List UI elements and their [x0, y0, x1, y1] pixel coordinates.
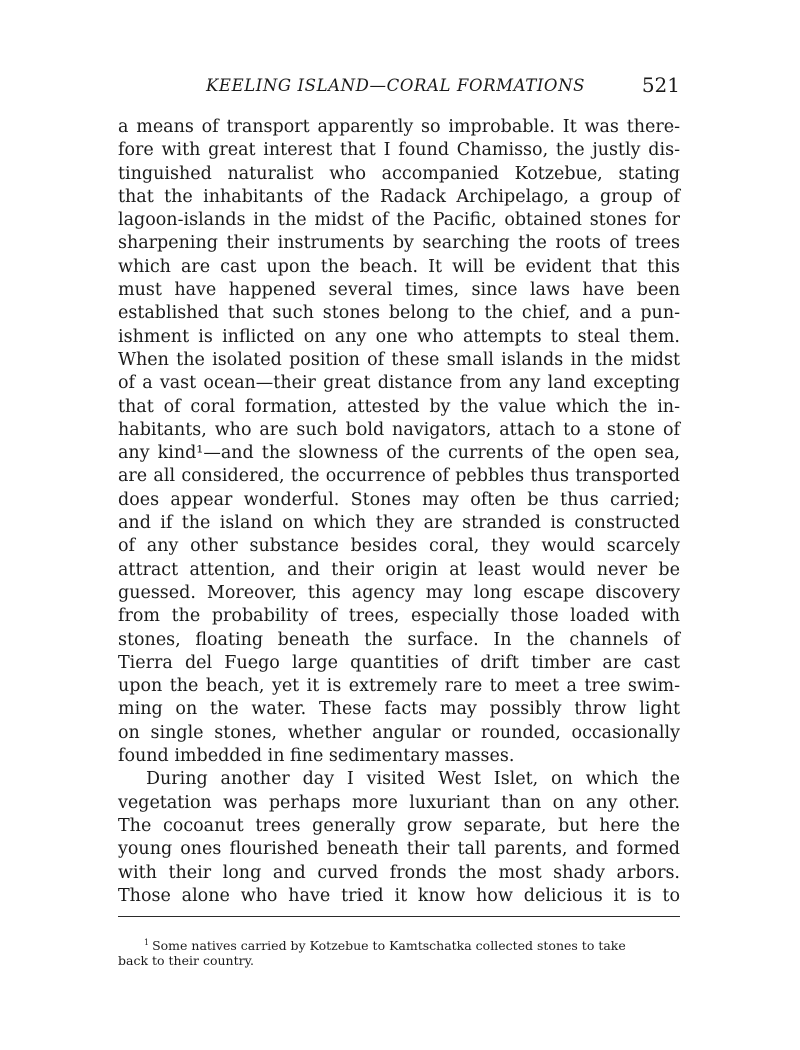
page-number: 521 — [641, 73, 680, 97]
footnote-line: back to their country. — [118, 953, 254, 968]
body-text — [118, 116, 680, 908]
text-line: from the probability of trees, especially those loaded with — [118, 606, 680, 627]
footnote-marker: 1 — [144, 938, 150, 947]
footnote-text: Some natives carried by Kotzebue to Kamtschatka collected stones to take — [152, 938, 626, 954]
text-line: ming on the water. These facts may possibly throw light — [118, 699, 680, 720]
text-line: guessed. Moreover, this agency may long escape discovery — [118, 582, 680, 603]
text-line: of any other substance besides coral, they would scarcely — [118, 536, 680, 557]
text-line: does appear wonderful. Stones may often be thus carried; — [118, 489, 680, 510]
text-line: found imbedded in fine sedimentary masses. — [118, 746, 515, 767]
text-line: must have happened several times, since laws have been — [118, 280, 680, 301]
footnote-divider — [118, 916, 680, 917]
text-line: When the isolated position of these small islands in the midst — [118, 349, 680, 370]
running-title: KEELING ISLAND—CORAL FORMATIONS — [206, 76, 586, 95]
text-line: Those alone who have tried it know how delicious it is to — [118, 885, 680, 906]
text-line: that the inhabitants of the Radack Archipelago, a group of — [118, 186, 680, 207]
text-line: stones, floating beneath the surface. In the channels of — [118, 629, 680, 650]
text-line: Tierra del Fuego large quantities of drift timber are cast — [118, 652, 680, 673]
running-head — [118, 73, 680, 102]
text-line: established that such stones belong to the chief, and a pun- — [118, 303, 680, 324]
text-line: vegetation was perhaps more luxuriant than on any other. — [118, 792, 680, 813]
text-line: During another day I visited West Islet, on which the — [146, 769, 680, 790]
footnote — [118, 934, 680, 970]
text-line: young ones flourished beneath their tall parents, and formed — [118, 839, 680, 860]
text-line: tinguished naturalist who accompanied Kotzebue, stating — [118, 163, 680, 184]
text-line: that of coral formation, attested by the value which the in- — [118, 396, 680, 417]
text-line: habitants, who are such bold navigators, attach to a stone of — [118, 419, 680, 440]
text-line: of a vast ocean—their great distance from any land excepting — [118, 373, 680, 394]
text-line: which are cast upon the beach. It will be evident that this — [118, 256, 680, 277]
text-line: any kind¹—and the slowness of the currents of the open sea, — [118, 443, 680, 464]
text-line: upon the beach, yet it is extremely rare to meet a tree swim- — [118, 676, 680, 697]
text-line: The cocoanut trees generally grow separate, but here the — [118, 815, 680, 836]
text-line: fore with great interest that I found Chamisso, the justly dis- — [118, 140, 680, 161]
text-line: ishment is inflicted on any one who attempts to steal them. — [118, 326, 680, 347]
text-line: lagoon-islands in the midst of the Pacific, obtained stones for — [118, 210, 680, 231]
text-line: a means of transport apparently so improbable. It was there- — [118, 117, 680, 137]
text-line: and if the island on which they are stranded is constructed — [118, 513, 680, 534]
text-line: with their long and curved fronds the most shady arbors. — [118, 862, 680, 883]
text-line: on single stones, whether angular or rounded, occasionally — [118, 722, 680, 743]
text-line: sharpening their instruments by searching the roots of trees — [118, 233, 680, 254]
text-line: attract attention, and their origin at least would never be — [118, 559, 680, 580]
footnote-line — [118, 934, 680, 952]
text-line: are all considered, the occurrence of pebbles thus transported — [118, 466, 680, 487]
